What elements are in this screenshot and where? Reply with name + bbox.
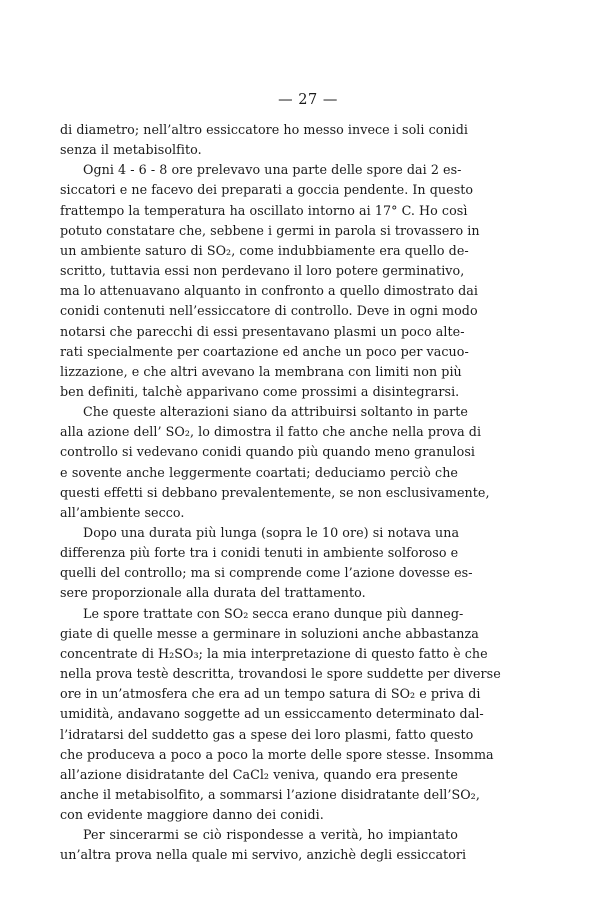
text-line: controllo si vedevano conidi quando più quando meno granulosi	[60, 444, 475, 460]
text-line: scritto, tuttavia essi non perdevano il loro potere germinativo,	[60, 263, 465, 279]
text-line: ore in un’atmosfera che era ad un tempo satura di SO₂ e priva di	[60, 686, 481, 702]
text-line: con evidente maggiore danno dei conidi.	[60, 807, 324, 823]
text-line: Le spore trattate con SO₂ secca erano dunque più danneg-	[83, 605, 464, 621]
text-line: che produceva a poco a poco la morte delle spore stesse. Insomma	[60, 746, 494, 762]
text-line: umidità, andavano soggette ad un essiccamento determinato dal-	[60, 706, 484, 722]
text-line: Che queste alterazioni siano da attribuirsi soltanto in parte	[83, 404, 468, 420]
text-line: rati specialmente per coartazione ed anche un poco per vacuo-	[60, 343, 469, 359]
text-line: senza il metabisolfito.	[60, 142, 202, 158]
text-line: nella prova testè descritta, trovandosi le spore suddette per diverse	[60, 666, 501, 682]
text-line: Dopo una durata più lunga (sopra le 10 ore) si notava una	[83, 525, 460, 540]
text-line: alla azione dell’ SO₂, lo dimostra il fatto che anche nella prova di	[60, 424, 482, 440]
text-line: differenza più forte tra i conidi tenuti in ambiente solforoso e	[60, 545, 459, 561]
text-line: Per sincerarmi se ciò rispondesse a verità, ho impiantato	[83, 827, 458, 843]
text-line: anche il metabisolfito, a sommarsi l’azione disidratante dell’SO₂,	[60, 786, 480, 802]
text-line: all’azione disidratante del CaCl₂ veniva, quando era presente	[60, 766, 458, 782]
text-line: potuto constatare che, sebbene i germi in parola si trovassero in	[60, 222, 480, 238]
text-line: di diametro; nell’altro essiccatore ho messo invece i soli conidi	[60, 122, 469, 137]
text-line: all’ambiente secco.	[60, 504, 185, 520]
text-line: e sovente anche leggermente coartati; deduciamo perciò che	[60, 464, 458, 480]
page-number: — 27 —	[278, 92, 338, 108]
text-line: ben definiti, talchè apparivano come prossimi a disintegrarsi.	[60, 383, 460, 399]
text-line: siccatori e ne facevo dei preparati a goccia pendente. In questo	[60, 182, 474, 198]
text-line: l’idratarsi del suddetto gas a spese dei loro plasmi, fatto questo	[60, 726, 474, 742]
text-line: giate di quelle messe a germinare in soluzioni anche abbastanza	[60, 625, 479, 641]
text-line: notarsi che parecchi di essi presentavano plasmi un poco alte-	[60, 323, 465, 339]
text-line: sere proporzionale alla durata del trattamento.	[60, 585, 366, 601]
text-line: questi effetti si debbano prevalentemente, se non esclusivamente,	[60, 484, 490, 500]
text-line: lizzazione, e che altri avevano la membrana con limiti non più	[60, 363, 462, 379]
text-line: Ogni 4 - 6 - 8 ore prelevavo una parte delle spore dai 2 es-	[83, 162, 462, 178]
text-line: conidi contenuti nell’essiccatore di controllo. Deve in ogni modo	[60, 303, 478, 319]
text-line: ma lo attenuavano alquanto in confronto a quello dimostrato dai	[60, 283, 478, 299]
text-line: frattempo la temperatura ha oscillato intorno ai 17° C. Ho così	[60, 202, 468, 218]
text-line: concentrate di H₂SO₃; la mia interpretazione di questo fatto è che	[60, 645, 488, 661]
text-line: un ambiente saturo di SO₂, come indubbiamente era quello de-	[60, 242, 469, 258]
text-line: un’altra prova nella quale mi servivo, anzichè degli essiccatori	[60, 847, 467, 863]
text-line: quelli del controllo; ma si comprende come l’azione dovesse es-	[60, 565, 473, 581]
